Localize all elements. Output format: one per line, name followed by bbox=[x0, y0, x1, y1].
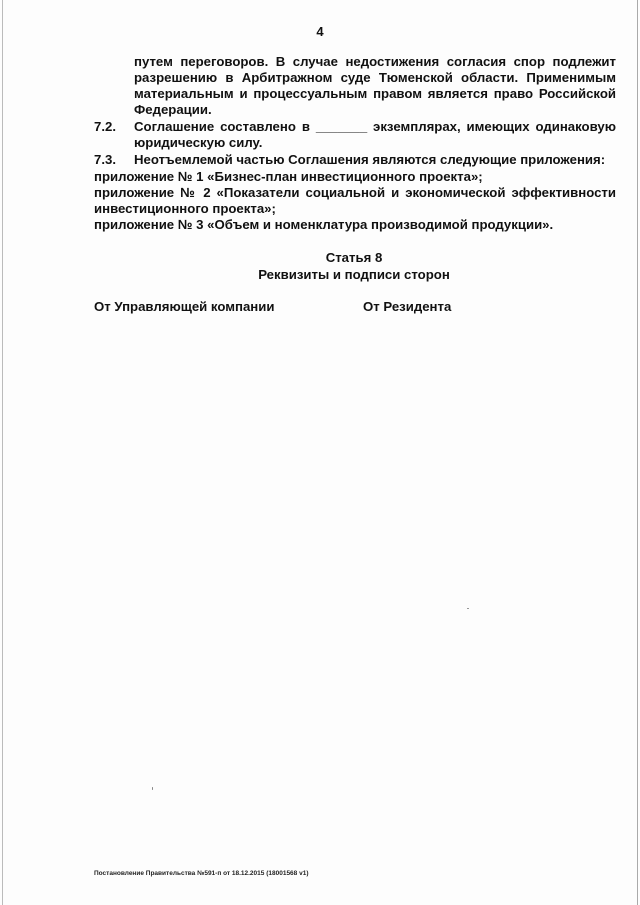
scan-edge-right bbox=[637, 0, 638, 905]
clause-7-3-number: 7.3. bbox=[94, 152, 116, 167]
article-subtitle: Реквизиты и подписи сторон bbox=[258, 267, 450, 282]
footer-reference: Постановление Правительства №591-п от 18.12.2015 (18001568 v1) bbox=[94, 870, 309, 877]
clause-7-3-text: Неотъемлемой частью Соглашения являются следующие приложения: bbox=[134, 152, 606, 167]
clause-7-2-line-1: Соглашение составлено в _______ экземплярах, имеющих одинаковую bbox=[134, 119, 616, 134]
signatory-management-company: От Управляющей компании bbox=[94, 299, 275, 314]
clause-7-2-line-2: юридическую силу. bbox=[134, 135, 263, 150]
scan-speck bbox=[152, 787, 153, 790]
attachment-2-line-2: инвестиционного проекта»; bbox=[94, 201, 276, 216]
clause-7-2-number: 7.2. bbox=[94, 119, 116, 134]
scan-edge-left bbox=[2, 0, 3, 905]
attachment-3: приложение № 3 «Объем и номенклатура производимой продукции». bbox=[94, 217, 554, 232]
clause-7-1-line-4: Федерации. bbox=[134, 102, 212, 117]
clause-7-1-line-2: разрешению в Арбитражном суде Тюменской области. Применимым bbox=[134, 70, 616, 85]
signatory-resident: От Резидента bbox=[363, 299, 452, 314]
scan-speck bbox=[467, 608, 469, 609]
attachment-1: приложение № 1 «Бизнес-план инвестиционного проекта»; bbox=[94, 169, 483, 184]
page-number: 4 bbox=[316, 24, 324, 39]
clause-7-1-line-1: путем переговоров. В случае недостижения согласия спор подлежит bbox=[134, 54, 616, 69]
attachment-2-line-1: приложение № 2 «Показатели социальной и экономической эффективности bbox=[94, 185, 616, 200]
article-title: Статья 8 bbox=[325, 250, 383, 265]
clause-7-1-line-3: материальным и процессуальным правом является право Российской bbox=[134, 86, 616, 101]
